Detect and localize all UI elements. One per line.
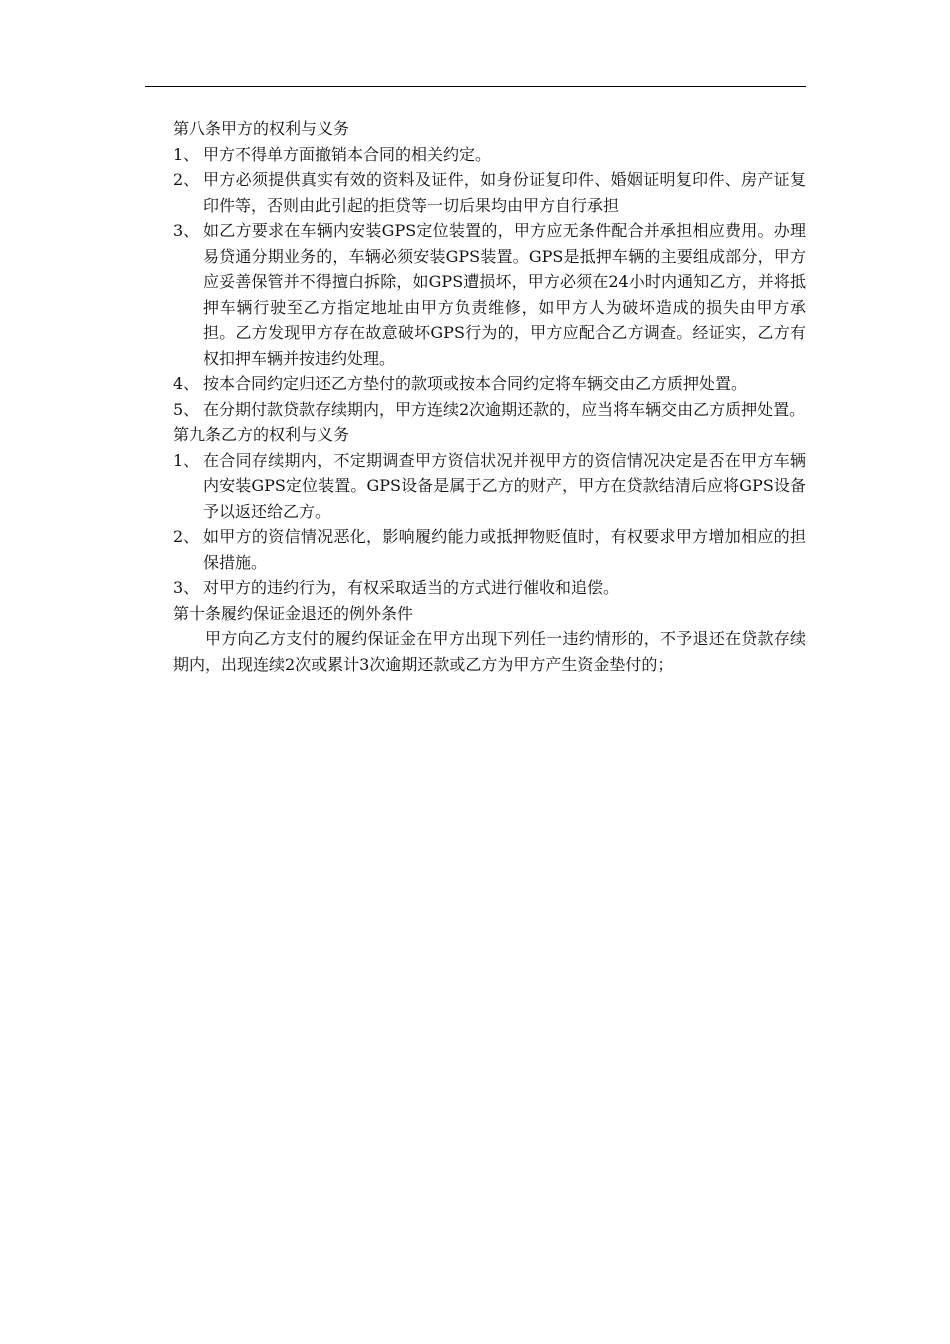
section-9-item-3 [173, 575, 806, 601]
section-9-item-2 [173, 524, 806, 575]
item-text: 甲方必须提供真实有效的资料及证件，如身份证复印件、婚姻证明复印件、房产证复印件等，否则由此引起的拒贷等一切后果均由甲方自行承担 [203, 170, 806, 215]
item-number: 1、 [173, 450, 200, 470]
header-rule [145, 86, 806, 87]
item-text: 如乙方要求在车辆内安装GPS定位装置的，甲方应无条件配合并承担相应费用。办理易贷通分期业务的，车辆必须安装GPS装置。GPS是抵押车辆的主要组成部分，甲方应妥善保管并不得擅白拆除，如GPS遭损坏，甲方必须在24小时内通知乙方，并将抵押车辆行驶至乙方指定地址由甲方负责维修，如甲方人为破坏造成的损失由甲方承担。乙方发现甲方存在故意破坏GPS行为的，甲方应配合乙方调查。经证实，乙方有权扣押车辆并按违约处理。 [203, 221, 806, 368]
item-number: 5、 [173, 399, 200, 419]
section-10-paragraph: 甲方向乙方支付的履约保证金在甲方出现下列任一违约情形的，不予退还在贷款存续期内，出现连续2次或累计3次逾期还款或乙方为甲方产生资金垫付的； [173, 629, 806, 674]
item-text: 按本合同约定归还乙方垫付的款项或按本合同约定将车辆交由乙方质押处置。 [203, 374, 748, 393]
item-number: 1、 [173, 144, 200, 164]
section-8-item-1 [173, 142, 806, 168]
item-number: 3、 [173, 221, 200, 240]
item-text: 如甲方的资信情况恶化，影响履约能力或抵押物贬值时，有权要求甲方增加相应的担保措施。 [203, 527, 806, 572]
section-8-item-2 [173, 167, 806, 218]
item-text: 甲方不得单方面撤销本合同的相关约定。 [203, 144, 492, 164]
section-8-title: 第八条甲方的权利与义务 [173, 119, 350, 138]
section-10-title: 第十条履约保证金退还的例外条件 [173, 603, 414, 623]
item-text: 在合同存续期内，不定期调查甲方资信状况并视甲方的资信情况决定是否在甲方车辆内安装GPS定位装置。GPS设备是属于乙方的财产，甲方在贷款结清后应将GPS设备予以返还给乙方。 [203, 450, 806, 521]
item-number: 2、 [173, 170, 200, 189]
item-number: 4、 [173, 374, 200, 393]
item-number: 2、 [173, 527, 200, 546]
section-9-item-1 [173, 448, 806, 525]
item-text: 在分期付款贷款存续期内，甲方连续2次逾期还款的，应当将车辆交由乙方质押处置。 [203, 399, 806, 419]
section-8-item-4 [173, 371, 806, 397]
section-8-item-5 [173, 397, 806, 423]
document-body [173, 116, 806, 677]
item-number: 3、 [173, 578, 200, 597]
item-text: 对甲方的违约行为，有权采取适当的方式进行催收和追偿。 [203, 578, 620, 597]
section-9-title: 第九条乙方的权利与义务 [173, 425, 350, 444]
section-8-item-3 [173, 218, 806, 371]
